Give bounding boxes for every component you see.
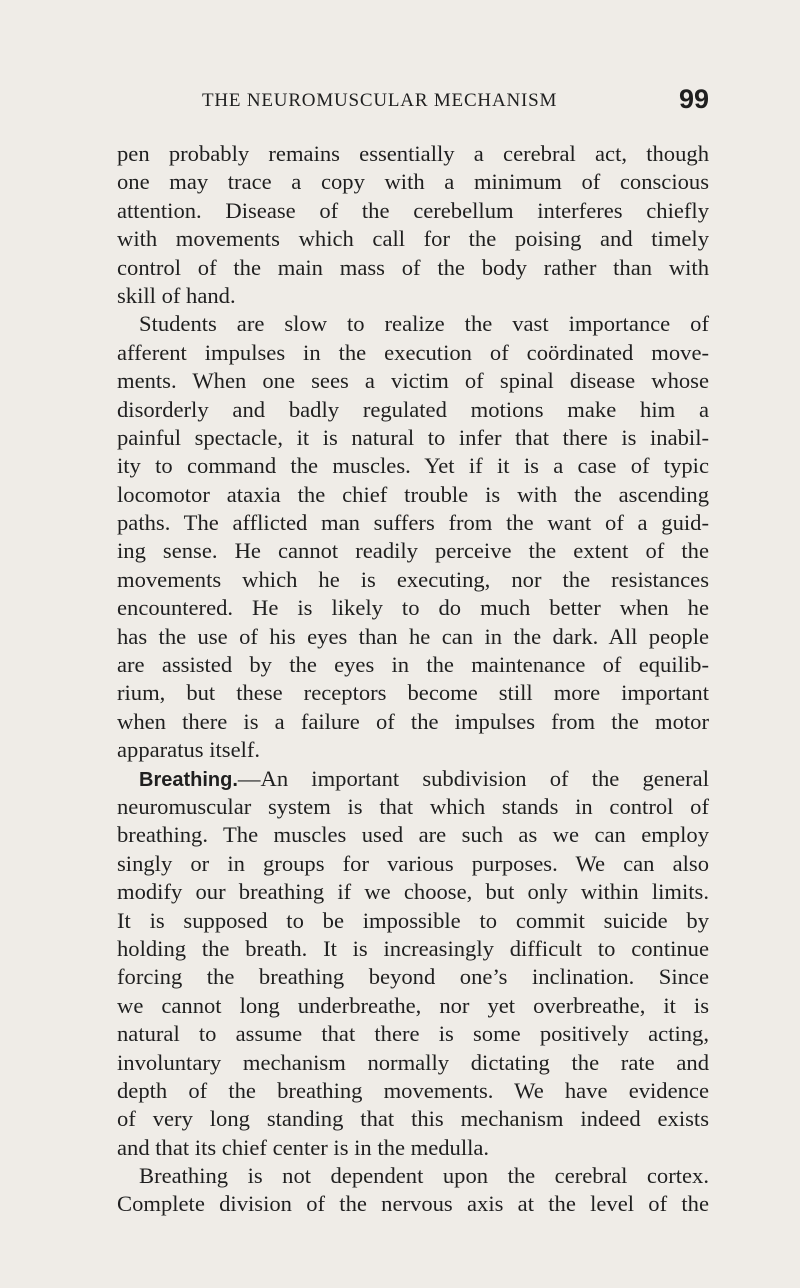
text-line: involuntary mechanism normally dictating the rate and (117, 1049, 709, 1075)
text-line: It is supposed to be impossible to commit suicide by (117, 907, 709, 933)
text-line: depth of the breathing movements. We have evidence (117, 1077, 709, 1103)
text-line: are assisted by the eyes in the maintenance of equilib- (117, 652, 709, 678)
text-line: forcing the breathing beyond one’s inclination. Since (117, 964, 709, 990)
text-line: encountered. He is likely to do much better when he (117, 595, 709, 621)
text-line: painful spectacle, it is natural to infer that there is inabil- (117, 424, 709, 450)
text-line: holding the breath. It is increasingly difficult to continue (117, 935, 709, 961)
text-line: Complete division of the nervous axis at the level of the (117, 1191, 709, 1217)
text-line: ity to command the muscles. Yet if it is a case of typic (117, 453, 709, 479)
text-line: apparatus itself. (117, 737, 261, 763)
text-line: control of the main mass of the body rather than with (117, 254, 709, 280)
text-line: modify our breathing if we choose, but only within limits. (117, 879, 709, 905)
text-line: pen probably remains essentially a cerebral act, though (117, 141, 709, 166)
text-line: and that its chief center is in the medulla. (117, 1134, 490, 1160)
page-number: 99 (678, 84, 709, 114)
text-line: has the use of his eyes than he can in the dark. All people (117, 623, 709, 649)
text-line: when there is a failure of the impulses from the motor (117, 708, 709, 734)
text-line: Students are slow to realize the vast importance of (139, 311, 709, 337)
heading-line-rest: —An important subdivision of the general (237, 765, 709, 791)
running-title: THE NEUROMUSCULAR MECHANISM (202, 90, 558, 111)
body-text (117, 140, 709, 1219)
text-line: neuromuscular system is that which stands in control of (117, 793, 709, 819)
text-line: of very long standing that this mechanism indeed exists (117, 1106, 709, 1132)
text-line: ments. When one sees a victim of spinal disease whose (117, 368, 709, 394)
text-line: we cannot long underbreathe, nor yet overbreathe, it is (117, 992, 709, 1018)
text-line: with movements which call for the poising and timely (117, 226, 709, 252)
section-heading: Breathing. (139, 768, 238, 791)
text-line: singly or in groups for various purposes. We can also (117, 850, 709, 876)
text-line: skill of hand. (117, 282, 236, 308)
text-line: ing sense. He cannot readily perceive the extent of the (117, 538, 709, 564)
text-line: paths. The afflicted man suffers from the want of a guid- (117, 510, 709, 536)
text-line: locomotor ataxia the chief trouble is with the ascending (117, 481, 709, 507)
text-line: rium, but these receptors become still more important (117, 680, 709, 706)
text-line: movements which he is executing, nor the resistances (117, 566, 709, 592)
text-line: afferent impulses in the execution of coördinated move- (117, 339, 709, 365)
text-line: one may trace a copy with a minimum of conscious (117, 169, 709, 195)
text-line: breathing. The muscles used are such as we can employ (117, 822, 709, 848)
text-line: natural to assume that there is some positively acting, (117, 1021, 709, 1047)
running-head (117, 84, 709, 118)
text-line (117, 765, 709, 793)
text-line: disorderly and badly regulated motions make him a (117, 396, 709, 422)
text-line: Breathing is not dependent upon the cerebral cortex. (139, 1163, 709, 1189)
text-line: attention. Disease of the cerebellum interferes chiefly (117, 197, 709, 223)
